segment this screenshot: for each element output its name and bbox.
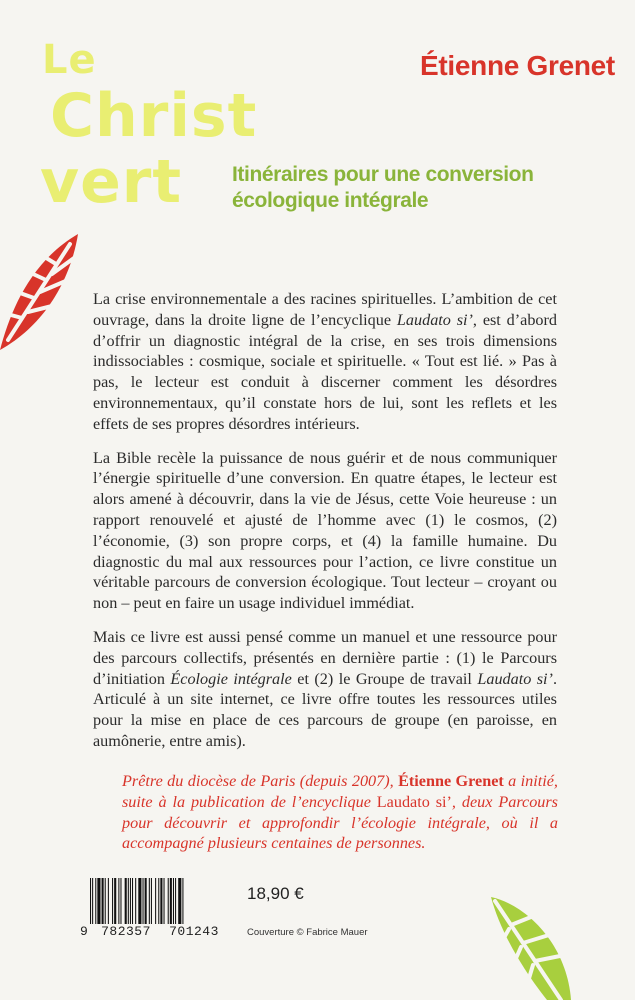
blurb-paragraph	[93, 289, 557, 435]
blurb-p3-title-laudato: Laudato si’	[477, 669, 553, 688]
blurb-p3-text-c: . Articulé à un site internet, ce livre offre toutes les ressources utiles pour la mise en place de ces parcours de groupe (en paroisse, en aumônerie, entre amis).	[93, 669, 557, 750]
blurb-p1-title-laudato: Laudato si’	[396, 310, 473, 329]
barcode-bar	[90, 878, 91, 924]
subtitle-line-2: écologique intégrale	[232, 189, 429, 212]
author-name: Étienne Grenet	[420, 50, 615, 81]
green-leaf-icon	[487, 895, 572, 1000]
isbn-barcode	[80, 878, 232, 938]
subtitle-line-1: Itinéraires pour une conversion	[232, 163, 534, 186]
author-bio	[122, 771, 558, 854]
subtitle	[232, 162, 534, 214]
barcode-bar	[118, 878, 119, 924]
barcode-bar	[128, 878, 129, 924]
barcode-bar	[120, 878, 121, 924]
barcode-bar	[108, 878, 109, 924]
blurb-p1-text-a: La crise environnementale a des racines spirituelles. L’ambition de cet ouvrage, dans la droite ligne de l’encyclique	[93, 290, 557, 329]
red-leaf-icon	[0, 232, 80, 350]
barcode-bar	[125, 878, 127, 924]
bio-text-a: Prêtre du diocèse de Paris (depuis 2007),	[122, 772, 399, 790]
barcode-bar	[178, 878, 181, 924]
bio-text-b: a initié, suite à la publication de l’encyclique	[122, 772, 558, 811]
barcode-bar	[158, 878, 159, 924]
barcode-bar	[182, 878, 183, 924]
barcode-bar	[138, 878, 141, 924]
barcode-bar	[105, 878, 106, 924]
barcode-bar	[143, 878, 144, 924]
barcode-bar	[155, 878, 156, 924]
barcode-bar	[160, 878, 162, 924]
barcode-group-2: 701243	[169, 924, 219, 939]
title-line-le: Le	[42, 37, 97, 83]
blurb-p3-text-a: Mais ce livre est aussi pensé comme un manuel et une ressource pour des parcours collectifs, présentés en dernière partie : (1) le Parcours d’initiation	[93, 627, 557, 688]
bio-text-c: , deux Parcours pour découvrir et approfondir l’écologie intégrale, où il a accompagné plusieurs centaines de personnes.	[122, 792, 558, 853]
barcode-bar	[149, 878, 150, 924]
blurb-paragraph	[93, 627, 557, 752]
price: 18,90 €	[247, 884, 304, 903]
cover-credit: Couverture © Fabrice Mauer	[247, 927, 368, 938]
title-line-vert: vert	[40, 147, 183, 217]
barcode-bar	[151, 878, 152, 924]
barcode-bar	[168, 878, 169, 924]
blurb-p1-text-b: , est d’abord d’offrir un diagnostic intégral de la crise, en ses trois dimensions indissociables : cosmique, sociale et spirituelle. « Tout est lié. » Pas à pas, le lecteur est conduit à discerner comment les désordres environnementaux, qu’il constate hors de lui, sont les reflets et les effets de ses propres désordres intérieurs.	[93, 310, 557, 433]
back-cover-blurb	[93, 289, 557, 765]
barcode-bar	[102, 878, 104, 924]
barcode-bar	[175, 878, 176, 924]
barcode-bar	[97, 878, 100, 924]
barcode-bar	[112, 878, 113, 924]
blurb-p3-title-ecologie: Écologie intégrale	[170, 669, 292, 688]
blurb-p3-text-b: et (2) le Groupe de travail	[291, 669, 478, 688]
barcode-bar	[92, 878, 93, 924]
title-line-christ: Christ	[50, 81, 258, 151]
bio-author-name: Étienne Grenet	[398, 772, 504, 790]
barcode-bar	[114, 878, 116, 924]
blurb-paragraph: La Bible recèle la puissance de nous guérir et de nous communiquer l’énergie spirituelle d’une conversion. En quatre étapes, le lecteur est alors amené à découvrir, dans la vie de Jésus, cette Voie heureuse : un rapport renouvelé et ajusté de l’homme avec (1) le cosmos, (2) l’économie, (3) son propre corps, et (4) la famille humaine. Du diagnostic du mal aux ressources pour l’action, ce livre constitue un véritable parcours de conversion écologique. Tout lecteur – croyant ou non – peut en faire un usage individuel immédiat.	[93, 448, 557, 613]
barcode-bar	[130, 878, 131, 924]
barcode-digit-first: 9	[80, 924, 89, 939]
barcode-bar	[135, 878, 136, 924]
barcode-bar	[173, 878, 174, 924]
barcode-bar	[95, 878, 96, 924]
bio-encyclical-title: Laudato si’	[376, 792, 452, 811]
barcode-digits	[80, 924, 232, 939]
barcode-bar	[170, 878, 172, 924]
barcode-bar	[132, 878, 133, 924]
barcode-bars	[90, 878, 226, 924]
barcode-bar	[145, 878, 147, 924]
barcode-bar	[164, 878, 165, 924]
barcode-group-1: 782357	[101, 924, 151, 939]
